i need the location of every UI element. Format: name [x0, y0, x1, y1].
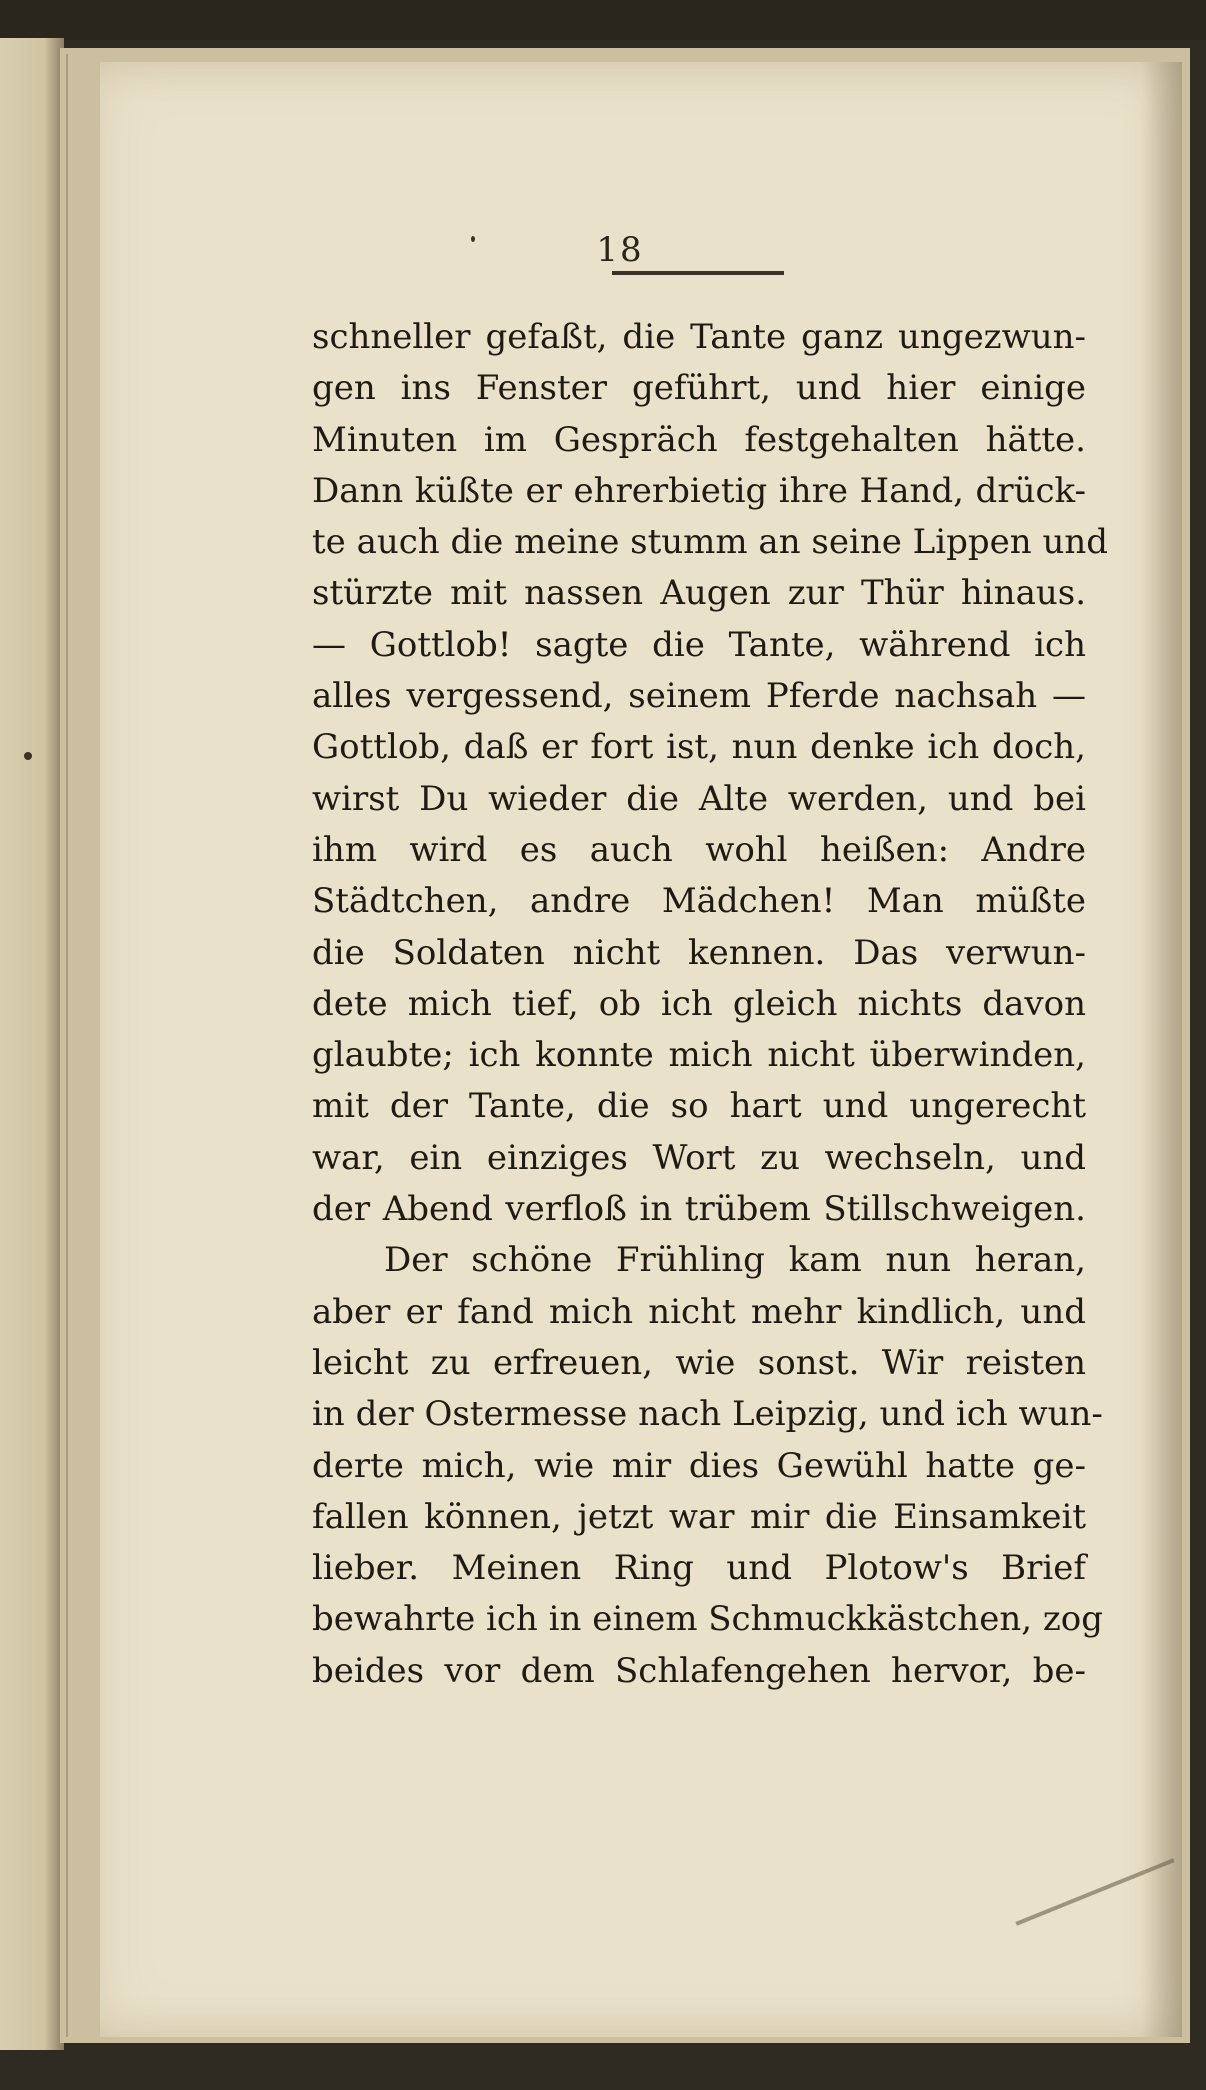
header-rule [612, 271, 784, 275]
text-line: lieber. Meinen Ring und Plotow's Brief [312, 1548, 1086, 1589]
text-line: glaubte; ich konnte mich nicht überwinden, [312, 1035, 1086, 1076]
text-line: Dann küßte er ehrerbietig ihre Hand, drück- [312, 470, 1086, 511]
text-line: alles vergessend, seinem Pferde nachsah — [312, 676, 1086, 717]
text-line: war, ein einziges Wort zu wechseln, und [312, 1137, 1086, 1178]
text-line: die Soldaten nicht kennen. Das verwun- [312, 932, 1086, 973]
text-line: wirst Du wieder die Alte werden, und bei [312, 778, 1086, 819]
text-line: stürzte mit nassen Augen zur Thür hinaus. [312, 573, 1086, 614]
text-line: fallen können, jetzt war mir die Einsamkeit [312, 1496, 1086, 1537]
text-line: in der Ostermesse nach Leipzig, und ich wun- [312, 1394, 1103, 1435]
page-gutter-shadow [1142, 62, 1182, 2037]
text-line: mit der Tante, die so hart und ungerecht [312, 1086, 1086, 1127]
text-line: dete mich tief, ob ich gleich nichts davon [312, 983, 1086, 1024]
scan-bottom-border [0, 2050, 1206, 2090]
text-line: leicht zu erfreuen, wie sonst. Wir reisten [312, 1342, 1086, 1383]
page-number: 18 [596, 230, 644, 270]
ink-speck [24, 752, 32, 760]
text-line: bewahrte ich in einem Schmuckkästchen, zog [312, 1599, 1103, 1640]
text-line: Städtchen, andre Mädchen! Man müßte [312, 881, 1086, 922]
previous-page-edge [0, 38, 64, 2058]
text-line: ihm wird es auch wohl heißen: Andre [312, 829, 1086, 870]
text-line: te auch die meine stumm an seine Lippen und [312, 522, 1109, 563]
text-line: Minuten im Gespräch festgehalten hätte. [312, 419, 1086, 460]
text-line: derte mich, wie mir dies Gewühl hatte ge- [312, 1445, 1086, 1486]
text-line-paragraph-start: Der schöne Frühling kam nun heran, [384, 1240, 1086, 1281]
scan-top-border [0, 0, 1206, 40]
body-text [312, 312, 1109, 1697]
text-line: aber er fand mich nicht mehr kindlich, und [312, 1291, 1086, 1332]
text-line: — Gottlob! sagte die Tante, während ich [312, 624, 1086, 665]
text-line: beides vor dem Schlafengehen hervor, be- [312, 1650, 1086, 1691]
text-line: gen ins Fenster geführt, und hier einige [312, 368, 1086, 409]
ink-speck [471, 236, 475, 242]
text-line: schneller gefaßt, die Tante ganz ungezwun- [312, 317, 1086, 357]
text-line: Gottlob, daß er fort ist, nun denke ich doch, [312, 727, 1086, 768]
text-line: der Abend verfloß in trübem Stillschweigen. [312, 1189, 1086, 1230]
